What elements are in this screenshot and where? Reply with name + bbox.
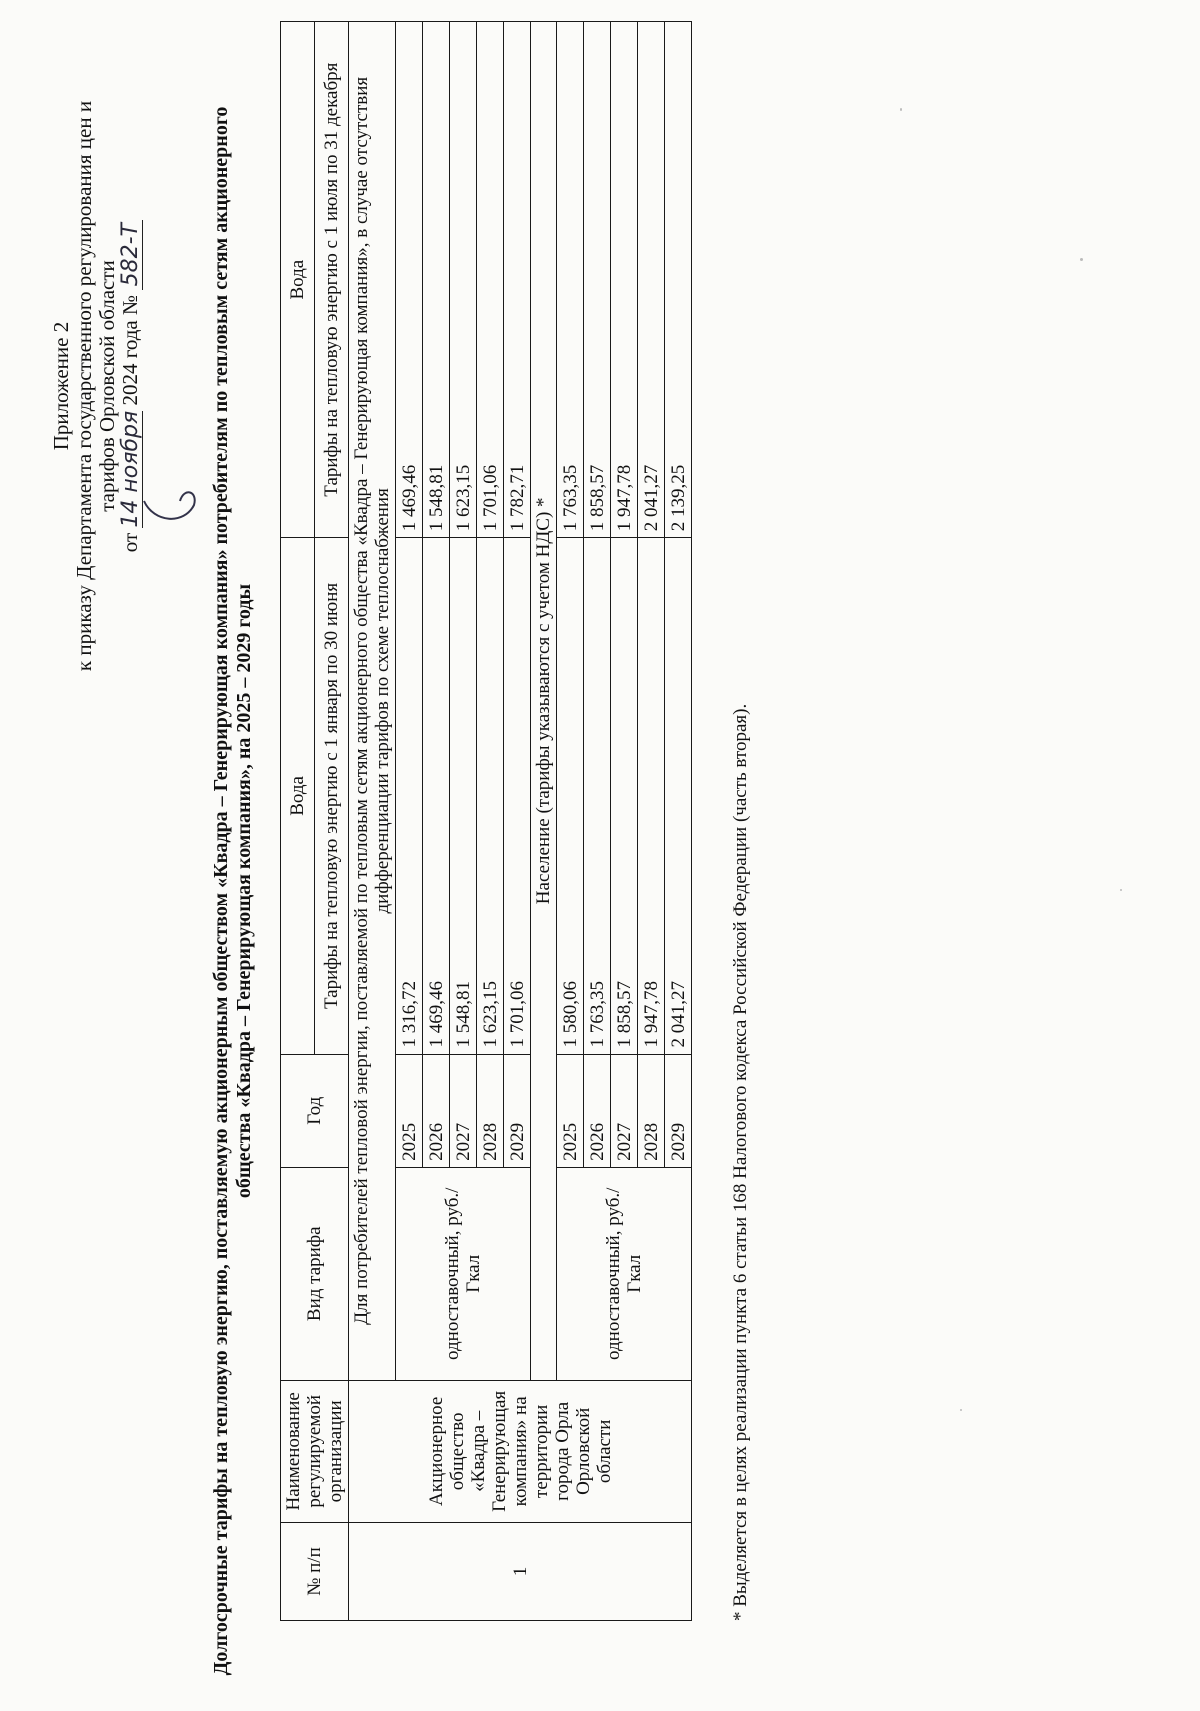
handwritten-date: 14 ноября xyxy=(118,410,143,528)
section-2-tariff-type: одноставочный, руб./Гкал xyxy=(557,1167,692,1380)
tariff-h2-cell: 1 548,81 xyxy=(423,22,450,538)
section-2-title: Население (тарифы указываются с учетом НДС) * xyxy=(531,22,557,1381)
scan-speck xyxy=(960,1409,962,1411)
tariff-h2-cell: 1 782,71 xyxy=(504,22,531,538)
year-cell: 2025 xyxy=(557,1054,584,1167)
tariff-h1-cell: 1 548,81 xyxy=(450,538,477,1054)
tariff-h1-cell: 1 316,72 xyxy=(396,538,423,1054)
signature-flourish xyxy=(140,471,200,531)
year-cell: 2027 xyxy=(611,1054,638,1167)
header-water-2: Вода xyxy=(281,22,315,538)
appendix-order-line: к приказу Департамента государственного регулирования цен и xyxy=(72,100,96,672)
scan-speck xyxy=(900,108,902,111)
year-cell: 2029 xyxy=(504,1054,531,1167)
tariff-h1-cell: 1 858,57 xyxy=(611,538,638,1054)
document-title: Долгосрочные тарифы на тепловую энергию, поставляемую акционерным обществом «Квадра – Генерирующая компания» потребителям по тепловым сетям акционерного общества «Квадра – Генерирующая компания», на 2025 – 2029 годы xyxy=(210,106,255,1676)
year-cell: 2027 xyxy=(450,1054,477,1167)
tariff-h2-cell: 1 947,78 xyxy=(611,22,638,538)
year-cell: 2028 xyxy=(477,1054,504,1167)
tariff-h1-cell: 1 623,15 xyxy=(477,538,504,1054)
header-water-1: Вода xyxy=(281,538,315,1054)
tariff-h1-cell: 1 469,46 xyxy=(423,538,450,1054)
section-1-heading-row xyxy=(349,22,396,1621)
organization-name: Акционерное общество «Квадра – Генерирующая компания» на территории города Орла Орловской области xyxy=(349,1380,692,1522)
tariff-table xyxy=(280,21,692,1621)
tariff-h1-cell: 2 041,27 xyxy=(665,538,692,1054)
tariff-h1-cell: 1 701,06 xyxy=(504,538,531,1054)
header-organization: Наименование регулируемой организации xyxy=(281,1380,349,1522)
footnote: * Выделяется в целях реализации пункта 6 статьи 168 Налогового кодекса Российской Федерации (часть вторая). xyxy=(730,703,751,1621)
handwritten-order-number: 582-Т xyxy=(119,220,143,290)
scan-speck xyxy=(1080,258,1083,261)
section-1-tariff-type: одноставочный, руб./Гкал xyxy=(396,1167,531,1380)
scan-speck xyxy=(1120,889,1122,891)
appendix-header xyxy=(50,41,143,731)
tariff-h2-cell: 1 469,46 xyxy=(396,22,423,538)
appendix-region-line: тарифов Орловской области xyxy=(95,260,119,512)
header-period-2: Тарифы на тепловую энергию с 1 июля по 31 декабря xyxy=(315,22,349,538)
appendix-date-line xyxy=(119,41,143,731)
tariff-h2-cell: 1 858,57 xyxy=(584,22,611,538)
row-number: 1 xyxy=(349,1523,692,1621)
tariff-h2-cell: 1 701,06 xyxy=(477,22,504,538)
tariff-h2-cell: 2 139,25 xyxy=(665,22,692,538)
date-prefix: от xyxy=(118,532,142,553)
header-num: № п/п xyxy=(281,1523,349,1621)
tariff-h1-cell: 1 580,06 xyxy=(557,538,584,1054)
year-cell: 2025 xyxy=(396,1054,423,1167)
header-row-1 xyxy=(281,22,315,1621)
appendix-title: Приложение 2 xyxy=(49,321,73,451)
header-year: Год xyxy=(281,1054,349,1167)
header-tariff-type: Вид тарифа xyxy=(281,1167,349,1380)
tariff-h2-cell: 1 763,35 xyxy=(557,22,584,538)
tariff-h1-cell: 1 763,35 xyxy=(584,538,611,1054)
year-cell: 2026 xyxy=(584,1054,611,1167)
tariff-h1-cell: 1 947,78 xyxy=(638,538,665,1054)
year-cell: 2026 xyxy=(423,1054,450,1167)
tariff-h2-cell: 2 041,27 xyxy=(638,22,665,538)
order-year-text: 2024 года № xyxy=(118,294,142,406)
year-cell: 2029 xyxy=(665,1054,692,1167)
year-cell: 2028 xyxy=(638,1054,665,1167)
tariff-h2-cell: 1 623,15 xyxy=(450,22,477,538)
section-1-title: Для потребителей тепловой энергии, поставляемой по тепловым сетям акционерного общества «Квадра – Генерирующая компания», в случае отсутствия дифференциации тарифов по схеме теплоснабжения xyxy=(349,22,396,1381)
header-period-1: Тарифы на тепловую энергию с 1 января по 30 июня xyxy=(315,538,349,1054)
